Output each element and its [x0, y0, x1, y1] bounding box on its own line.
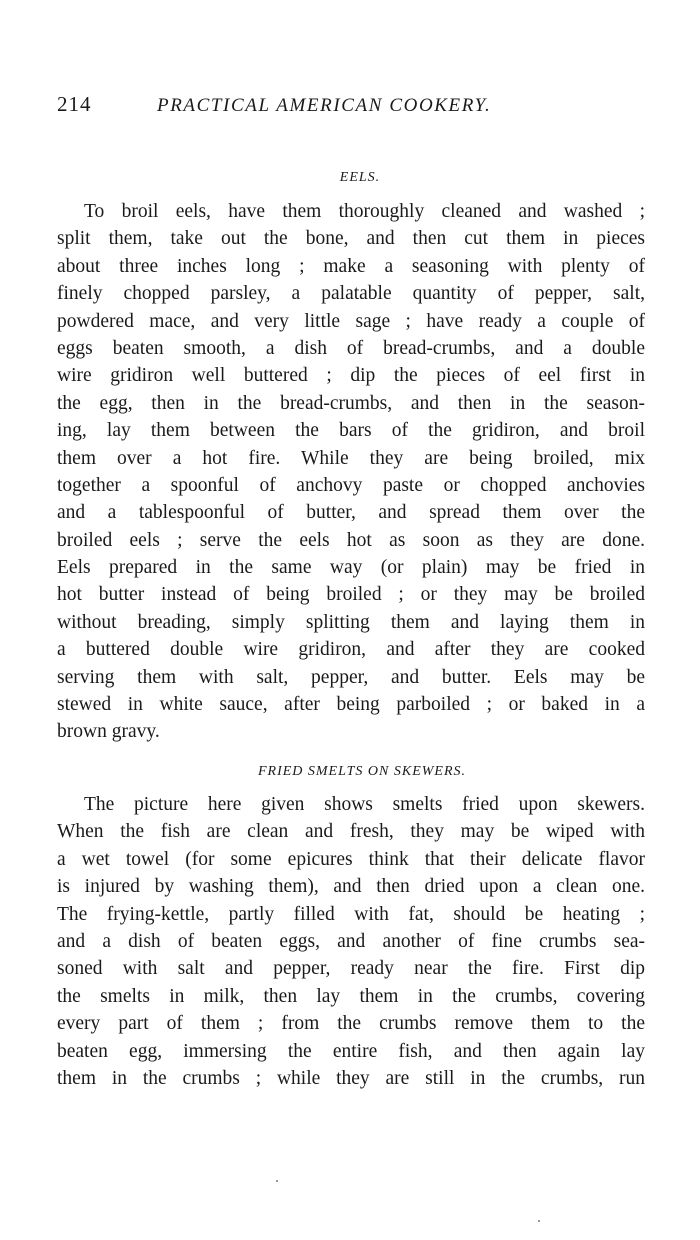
- paragraph-fried-smelts: [57, 791, 645, 1092]
- text-line: broiled eels ; serve the eels hot as soon as they are done.: [57, 529, 645, 551]
- text-line: every part of them ; from the crumbs remove them to the: [57, 1013, 645, 1035]
- text-line: them in the crumbs ; while they are still in the crumbs, run: [57, 1067, 645, 1089]
- text-line: stewed in white sauce, after being parboiled ; or baked in a: [57, 694, 645, 716]
- paper-speck: [538, 1220, 540, 1222]
- running-head: [57, 92, 657, 117]
- text-line: wire gridiron well buttered ; dip the pieces of eel first in: [57, 365, 645, 387]
- text-line: a wet towel (for some epicures think that their delicate flavor: [57, 848, 645, 870]
- text-line: soned with salt and pepper, ready near the fire. First dip: [57, 958, 645, 980]
- text-line: ing, lay them between the bars of the gridiron, and broil: [57, 420, 645, 442]
- text-line: a buttered double wire gridiron, and after they are cooked: [57, 639, 645, 661]
- text-line: serving them with salt, pepper, and butter. Eels may be: [57, 666, 645, 688]
- text-line: and a dish of beaten eggs, and another of fine crumbs sea-: [57, 930, 645, 952]
- paragraph-eels: [57, 198, 645, 746]
- text-line: together a spoonful of anchovy paste or chopped anchovies: [57, 474, 645, 496]
- text-line: Eels prepared in the same way (or plain) may be fried in: [57, 557, 645, 579]
- text-line: is injured by washing them), and then dried upon a clean one.: [57, 876, 645, 898]
- section-heading-eels: EELS.: [339, 170, 381, 185]
- text-line: without breading, simply splitting them and laying them in: [57, 611, 645, 633]
- text-line: hot butter instead of being broiled ; or they may be broiled: [57, 584, 645, 606]
- text-line: about three inches long ; make a seasoning with plenty of: [57, 255, 645, 277]
- text-line: powdered mace, and very little sage ; have ready a couple of: [57, 310, 645, 332]
- text-line: finely chopped parsley, a palatable quantity of pepper, salt,: [57, 283, 645, 305]
- text-line: beaten egg, immersing the entire fish, and then again lay: [57, 1040, 645, 1062]
- text-line: and a tablespoonful of butter, and spread them over the: [57, 502, 645, 524]
- section-heading-fried-smelts: FRIED SMELTS ON SKEWERS.: [257, 764, 467, 779]
- text-line: the smelts in milk, then lay them in the crumbs, covering: [57, 985, 645, 1007]
- text-line: brown gravy.: [57, 721, 160, 743]
- text-line: the egg, then in the bread-crumbs, and then in the season-: [57, 392, 645, 414]
- text-line: eggs beaten smooth, a dish of bread-crumbs, and a double: [57, 337, 645, 359]
- page-number: 214: [57, 92, 92, 116]
- text-line: To broil eels, have them thoroughly cleaned and washed ;: [84, 201, 645, 222]
- text-line: The frying-kettle, partly filled with fat, should be heating ;: [57, 903, 645, 925]
- text-line: them over a hot fire. While they are being broiled, mix: [57, 447, 645, 469]
- paper-speck: [276, 1180, 278, 1182]
- running-title: PRACTICAL AMERICAN COOKERY.: [157, 95, 492, 116]
- text-line: split them, take out the bone, and then cut them in pieces: [57, 228, 645, 250]
- text-line: When the fish are clean and fresh, they may be wiped with: [57, 821, 645, 843]
- text-line: The picture here given shows smelts fried upon skewers.: [84, 794, 645, 815]
